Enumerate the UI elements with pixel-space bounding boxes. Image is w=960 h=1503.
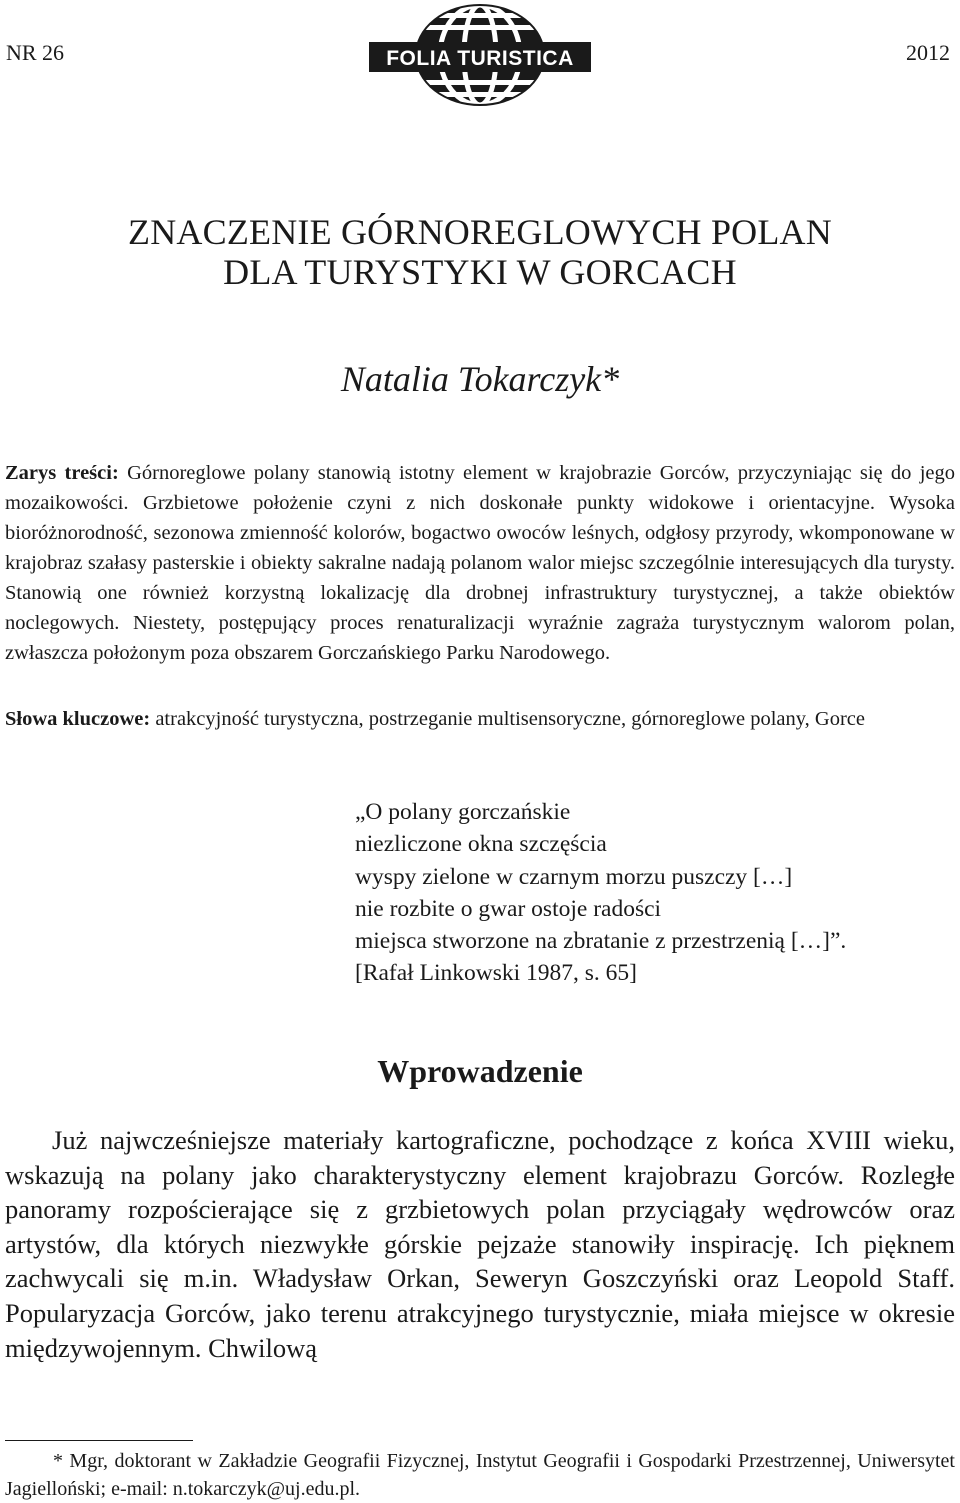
article-author: Natalia Tokarczyk* <box>340 359 620 399</box>
keywords-text: atrakcyjność turystyczna, postrzeganie multisensoryczne, górnoreglowe polany, Gorce <box>155 708 865 730</box>
poem-line: wyspy zielone w czarnym morzu puszczy […] <box>355 863 793 890</box>
poem-line: „O polany gorczańskie <box>355 799 571 825</box>
abstract-text: Górnoreglowe polany stanowią istotny element w krajobrazie Gorców, przyczyniając się do jego mozaikowości. Grzbietowe położenie czyni z nich doskonałe punkty widokowe i orientacyjne. Wysoka bioróżnorodność, sezonowa zmienność kolorów, bogactwo owoców leśnych, odgłosy przyrody, wkomponowane w krajobraz szałasy pasterskie i obiekty sakralne nadają polanom walor miejsc szczególnie interesujących dla turysty. Stanowią one również korzystną lokalizację dla drobnej infrastruktury turystycznej, a także obiektów noclegowych. Niestety, postępujący proces renaturalizacji wyraźnie zagraża turystycznym walorom polan, zwłaszcza położonym poza obszarem Gorczańskiego Parku Narodowego. <box>5 462 955 664</box>
footnote-text: * Mgr, doktorant w Zakładzie Geografii Fizycznej, Instytut Geografii i Gospodarki Przestrzennej, Uniwersytet Jagielloński; e-mail: n.tokarczyk@uj.edu.pl. <box>5 1450 955 1500</box>
poem-line: niezliczone okna szczęścia <box>355 831 607 858</box>
poem-line: nie rozbite o gwar ostoje radości <box>355 895 662 922</box>
article-title-line-1: ZNACZENIE GÓRNOREGLOWYCH POLAN <box>128 212 832 252</box>
publication-year: 2012 <box>906 40 950 65</box>
globe-icon <box>365 2 595 108</box>
abstract-label: Zarys treści: <box>5 462 119 484</box>
footnote-divider <box>5 1440 193 1441</box>
article-title <box>0 212 960 292</box>
issue-number: NR 26 <box>6 40 65 65</box>
journal-logo <box>365 2 595 108</box>
body-paragraph: Już najwcześniejsze materiały kartograficzne, pochodzące z końca XVIII wieku, wskazują na polany jako charakterystyczny element krajobrazu Gorców. Rozległe panoramy rozpościerające się z grzbietowych polan przyciągały wędrowców oraz artystów, dla których niezwykłe górskie pejzaże stanowiły inspirację. Ich pięknem zachwycali się m.in. Władysław Orkan, Seweryn Goszczyński oraz Leopold Staff. Popularyzacja Gorców, jako terenu atrakcyjnego turystycznie, miała miejsce w okresie międzywojennym. Chwilową <box>5 1125 955 1363</box>
article-title-line-2: DLA TURYSTYKI W GORCACH <box>223 252 737 292</box>
keywords-label: Słowa kluczowe: <box>5 708 151 730</box>
section-heading: Wprowadzenie <box>377 1053 583 1089</box>
journal-name: FOLIA TURISTICA <box>386 47 574 70</box>
page-header <box>0 0 960 110</box>
poem-line: miejsca stworzone na zbratanie z przestrzenią […]”. <box>355 928 847 955</box>
footnote <box>5 1447 955 1503</box>
keywords <box>5 704 955 734</box>
section-body <box>5 1123 955 1365</box>
abstract <box>5 458 955 668</box>
poem-citation: [Rafał Linkowski 1987, s. 65] <box>355 960 637 987</box>
epigraph-poem <box>355 796 955 990</box>
